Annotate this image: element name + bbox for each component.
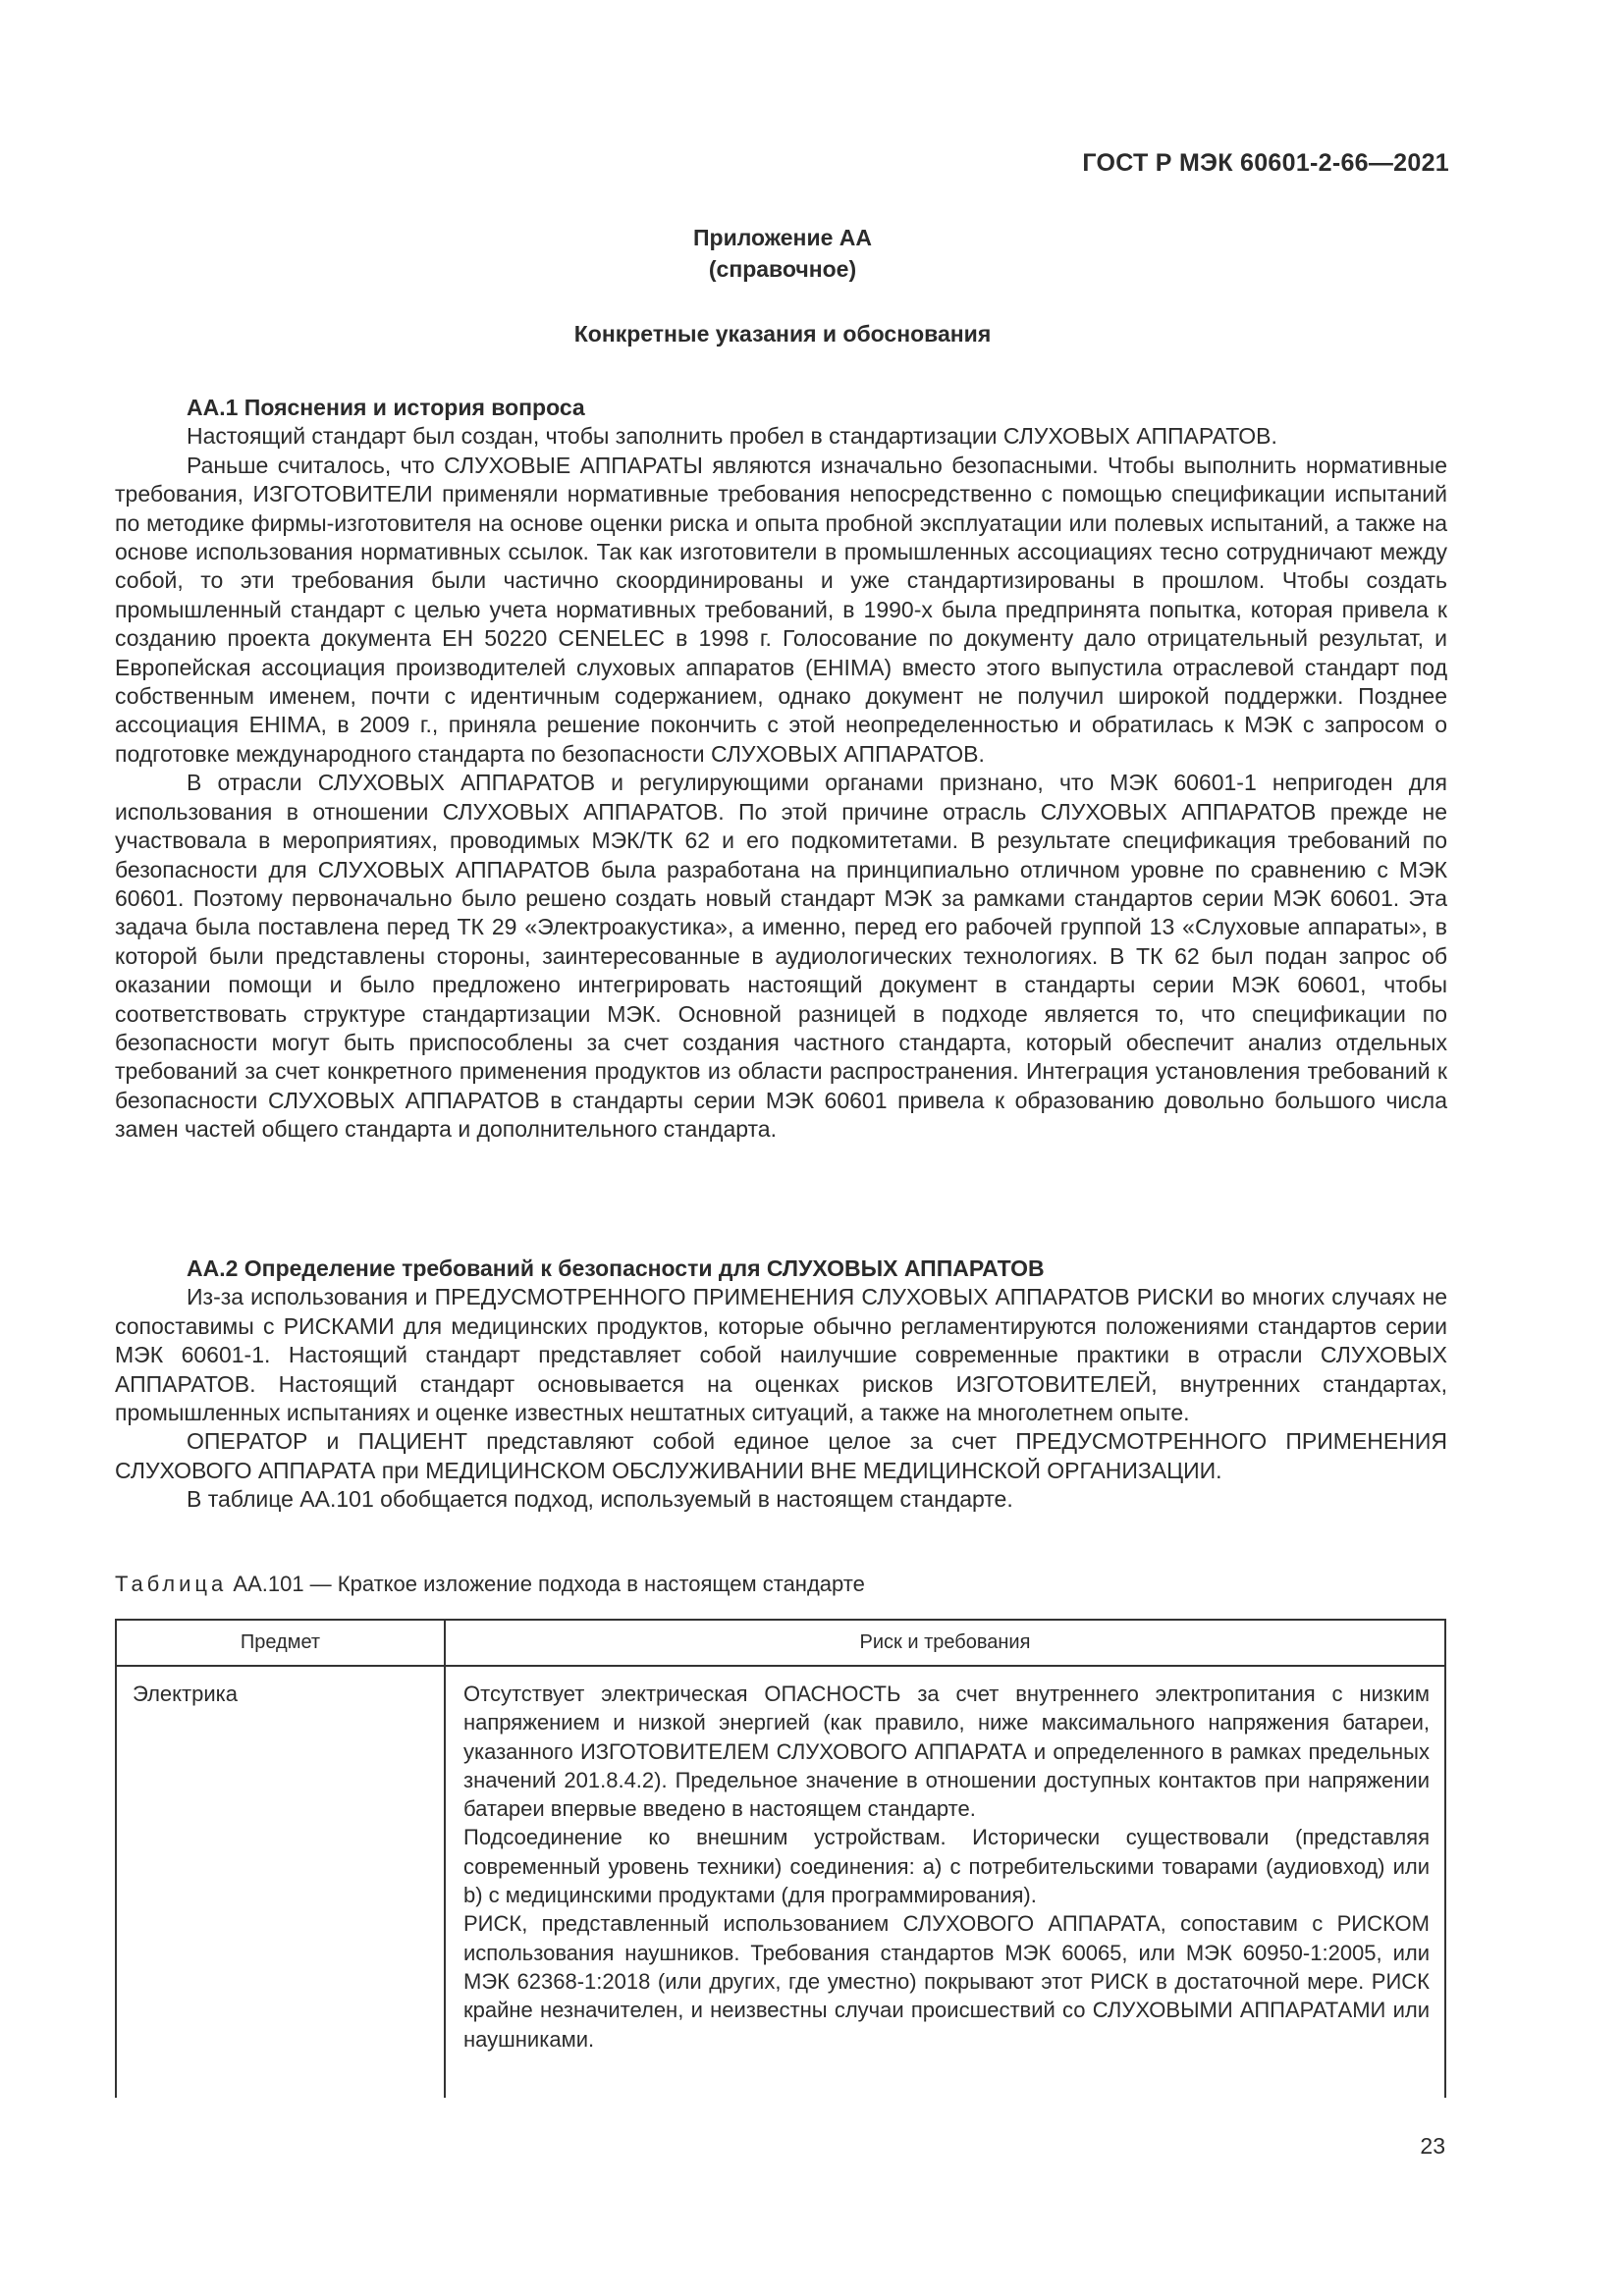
table-caption-label: Таблица [115, 1572, 228, 1596]
section-heading: АА.2 Определение требований к безопасности для СЛУХОВЫХ АППАРАТОВ [187, 1255, 1045, 1281]
section-aa1 [115, 394, 1447, 1145]
table-caption [115, 1572, 865, 1597]
cell-risk [445, 1666, 1445, 2098]
annex-subtitle: Конкретные указания и обоснования [573, 321, 992, 347]
cell-subject: Электрика [116, 1666, 445, 2098]
paragraph: Из-за использования и ПРЕДУСМОТРЕННОГО ПРИМЕНЕНИЯ СЛУХОВЫХ АППАРАТОВ РИСКИ во многих случаях не сопоставимы с РИСКАМИ для медицинских продуктов, которые обычно регламентируются положениями стандартов серии МЭК 60601-1. Настоящий стандарт представляет собой наилучшие современные практики в отрасли СЛУХОВЫХ АППАРАТОВ. Настоящий стандарт основывается на оценках рисков ИЗГОТОВИТЕЛЕЙ, внутренних стандартах, промышленных испытаниях и оценке известных нештатных ситуаций, а также на многолетнем опыте. [115, 1284, 1447, 1426]
column-header-risk: Риск и требования [445, 1620, 1445, 1666]
document-code: ГОСТ Р МЭК 60601-2-66—2021 [1082, 149, 1449, 177]
table-header-row [116, 1620, 1445, 1666]
annex-status: (справочное) [708, 256, 857, 282]
risk-paragraph: РИСК, представленный использованием СЛУХОВОГО АППАРАТА, сопоставим с РИСКОМ использования наушников. Требования стандартов МЭК 60065, или МЭК 60950-1:2005, или МЭК 62368-1:2018 (или других, где уместно) покрывают этот РИСК в достаточной мере. РИСК крайне незначителен, и неизвестны случаи происшествий со СЛУХОВЫМИ АППАРАТАМИ или наушниками. [463, 1911, 1430, 2052]
paragraph: В отрасли СЛУХОВЫХ АППАРАТОВ и регулирующими органами признано, что МЭК 60601-1 непригоден для использования в отношении СЛУХОВЫХ АППАРАТОВ. По этой причине отрасль СЛУХОВЫХ АППАРАТОВ прежде не участвовала в мероприятиях, проводимых МЭК/ТК 62 и его подкомитетами. В результате спецификация требований по безопасности для СЛУХОВЫХ АППАРАТОВ была разработана на принципиально отличном уровне по сравнению с МЭК 60601. Поэтому первоначально было решено создать новый стандарт МЭК за рамками стандартов серии МЭК 60601. Эта задача была поставлена перед ТК 29 «Электроакустика», а именно, перед его рабочей группой 13 «Слуховые аппараты», в которой были представлены стороны, заинтересованные в аудиологических технологиях. В ТК 62 был подан запрос об оказании помощи и было предложено интегрировать настоящий документ в стандарты серии МЭК 60601, чтобы соответствовать структуре стандартизации МЭК. Основной разницей в подходе является то, что спецификации по безопасности могут быть приспособлены за счет создания частного стандарта, который обеспечит анализ отдельных требований за счет конкретного применения продуктов из области распространения. Интеграция установления требований к безопасности СЛУХОВЫХ АППАРАТОВ в стандарты серии МЭК 60601 привела к образованию довольно большого числа замен частей общего стандарта и дополнительного стандарта. [115, 770, 1447, 1143]
paragraph: Раньше считалось, что СЛУХОВЫЕ АППАРАТЫ являются изначально безопасными. Чтобы выполнить нормативные требования, ИЗГОТОВИТЕЛИ применяли нормативные требования непосредственно с помощью спецификации испытаний по методике фирмы-изготовителя на основе оценки риска и опыта пробной эксплуатации или полевых испытаний, а также на основе использования нормативных ссылок. Так как изготовители в промышленных ассоциациях тесно сотрудничают между собой, то эти требования были частично скоординированы и уже стандартизированы в прошлом. Чтобы создать промышленный стандарт с целью учета нормативных требований, в 1990-х была предпринята попытка, которая привела к созданию проекта документа ЕН 50220 CENELEC в 1998 г. Голосование по документу дало отрицательный результат, и Европейская ассоциация производителей слуховых аппаратов (EHIMA) вместо этого выпустила отраслевой стандарт под собственным именем, почти с идентичным содержанием, однако документ не получил широкой поддержки. Позднее ассоциация EHIMA, в 2009 г., приняла решение покончить с этой неопределенностью и обратилась к МЭК с запросом о подготовке международного стандарта по безопасности СЛУХОВЫХ АППАРАТОВ. [115, 452, 1447, 767]
page-number: 23 [1420, 2133, 1445, 2159]
table-row [116, 1666, 1445, 2098]
column-header-subject: Предмет [116, 1620, 445, 1666]
paragraph: ОПЕРАТОР и ПАЦИЕНТ представляют собой единое целое за счет ПРЕДУСМОТРЕННОГО ПРИМЕНЕНИЯ СЛУХОВОГО АППАРАТА при МЕДИЦИНСКОМ ОБСЛУЖИВАНИИ ВНЕ МЕДИЦИНСКОЙ ОРГАНИЗАЦИИ. [115, 1428, 1447, 1483]
summary-table [115, 1619, 1446, 2098]
paragraph: В таблице АА.101 обобщается подход, используемый в настоящем стандарте. [187, 1486, 1013, 1513]
section-aa2 [115, 1255, 1447, 1515]
paragraph: Настоящий стандарт был создан, чтобы заполнить пробел в стандартизации СЛУХОВЫХ АППАРАТОВ. [187, 423, 1277, 450]
table-caption-text: АА.101 — Краткое изложение подхода в настоящем стандарте [233, 1572, 865, 1596]
section-heading: АА.1 Пояснения и история вопроса [187, 395, 585, 420]
risk-paragraph: Подсоединение ко внешним устройствам. Исторически существовали (представляя современный уровень техники) соединения: а) с потребительскими товарами (аудиовход) или b) с медицинскими продуктами (для программирования). [463, 1825, 1430, 1908]
risk-paragraph: Отсутствует электрическая ОПАСНОСТЬ за счет внутреннего электропитания с низким напряжением и низкой энергией (как правило, ниже максимального напряжения батареи, указанного ИЗГОТОВИТЕЛЕМ СЛУХОВОГО АППАРАТА и определенного в рамках предельных значений 201.8.4.2). Предельное значение в отношении доступных контактов при напряжении батареи впервые введено в настоящем стандарте. [463, 1682, 1430, 1822]
annex-title: Приложение АА [692, 225, 872, 250]
